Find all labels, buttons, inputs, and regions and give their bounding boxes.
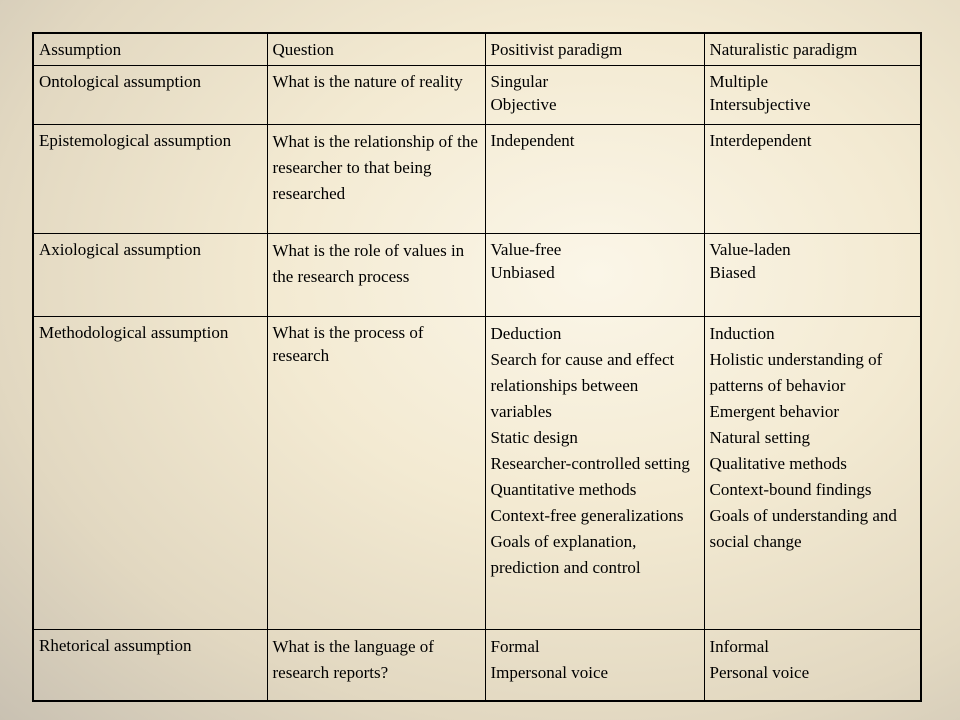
header-naturalistic: Naturalistic paradigm (704, 33, 921, 66)
cell-line: Informal (709, 637, 769, 656)
cell-line: Interdependent (709, 131, 812, 150)
cell-line: Value-laden (709, 240, 791, 259)
cell-line: Multiple (709, 72, 769, 91)
header-question: Question (267, 33, 485, 66)
cell-positivist (485, 125, 704, 234)
header-positivist: Positivist paradigm (485, 33, 704, 66)
cell-question: What is the relationship of the researcher to that being researched (267, 125, 485, 234)
cell-line: Formal (490, 637, 540, 656)
cell-line: Natural setting (709, 428, 811, 447)
cell-positivist (485, 630, 704, 702)
cell-naturalistic (704, 317, 921, 630)
cell-line: Value-free (490, 240, 562, 259)
cell-naturalistic (704, 234, 921, 317)
cell-assumption: Epistemological assumption (33, 125, 267, 234)
cell-line: Holistic understanding of patterns of behavior (709, 350, 883, 395)
cell-line: Impersonal voice (490, 663, 609, 682)
paradigm-comparison-table (32, 32, 922, 702)
cell-line: Researcher-controlled setting (490, 454, 690, 473)
cell-line: Personal voice (709, 663, 810, 682)
cell-question: What is the language of research reports? (267, 630, 485, 702)
table-row (33, 234, 921, 317)
cell-line: Deduction (490, 324, 562, 343)
cell-line: Goals of explanation, prediction and control (490, 532, 641, 577)
cell-line: Static design (490, 428, 578, 447)
cell-line: Independent (490, 131, 575, 150)
cell-assumption: Ontological assumption (33, 66, 267, 125)
header-assumption: Assumption (33, 33, 267, 66)
table-row (33, 630, 921, 702)
table-row (33, 125, 921, 234)
cell-assumption: Axiological assumption (33, 234, 267, 317)
cell-question: What is the role of values in the research process (267, 234, 485, 317)
cell-naturalistic (704, 66, 921, 125)
cell-question: What is the process of research (267, 317, 485, 630)
cell-line: Context-bound findings (709, 480, 872, 499)
cell-assumption: Rhetorical assumption (33, 630, 267, 702)
cell-naturalistic (704, 630, 921, 702)
cell-line: Quantitative methods (490, 480, 637, 499)
cell-assumption: Methodological assumption (33, 317, 267, 630)
cell-line: Unbiased (490, 263, 555, 282)
cell-line: Qualitative methods (709, 454, 847, 473)
table-row (33, 317, 921, 630)
cell-line: Emergent behavior (709, 402, 840, 421)
table-header-row (33, 33, 921, 66)
cell-line: Biased (709, 263, 756, 282)
cell-positivist (485, 317, 704, 630)
cell-line: Intersubjective (709, 95, 811, 114)
cell-line: Goals of understanding and social change (709, 506, 897, 551)
cell-line: Context-free generalizations (490, 506, 684, 525)
cell-line: Induction (709, 324, 775, 343)
cell-line: Search for cause and effect relationships between variables (490, 350, 675, 421)
cell-positivist (485, 66, 704, 125)
cell-line: Objective (490, 95, 557, 114)
cell-positivist (485, 234, 704, 317)
cell-question: What is the nature of reality (267, 66, 485, 125)
cell-naturalistic (704, 125, 921, 234)
cell-line: Singular (490, 72, 549, 91)
table-row (33, 66, 921, 125)
